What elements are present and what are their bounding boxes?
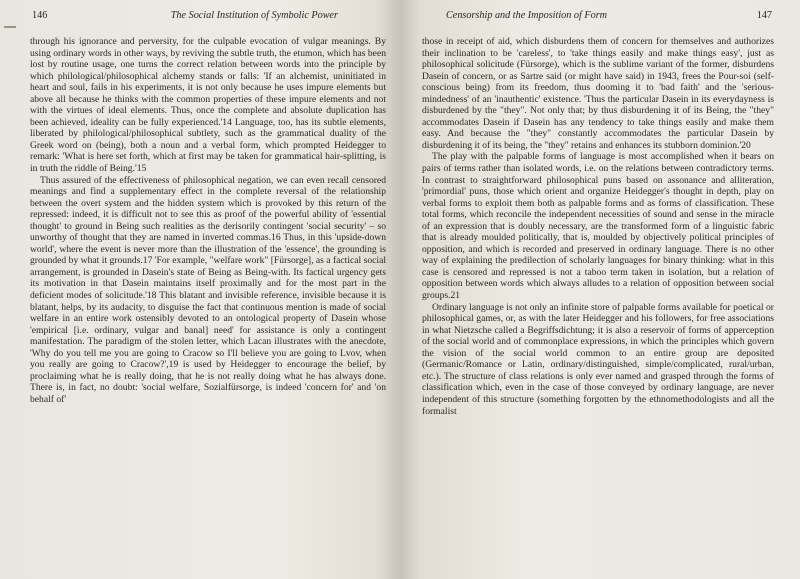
left-body-text bbox=[30, 36, 386, 406]
right-running-head bbox=[422, 6, 774, 26]
margin-mark bbox=[4, 26, 16, 28]
right-running-head-title: Censorship and the Imposition of Form bbox=[446, 10, 608, 21]
right-paragraph-3: Ordinary language is not only an infinite store of palpable forms available for poetical or philosophical games, or, as with the later Heidegger and his followers, for free associations in what Nietzsche called a Begriffsdichtung; it is also a reservoir of forms of apperception of the social world and of commonplace expressions, in which the principles which govern the vision of the social world common to an entire group are deposited (Germanic/Romance or Latin, ordinary/distinguished, simple/complicated, rural/urban, etc.). The structure of class relations is only ever named and grasped through the forms of classification which, even in the case of those conveyed by ordinary language, are never independent of this structure (something forgotten by the ethnomethodologists and all the formalist bbox=[422, 301, 774, 417]
left-page-number: 146 bbox=[32, 10, 48, 21]
right-page bbox=[400, 0, 800, 579]
right-body-text bbox=[422, 36, 774, 417]
left-paragraph-1: through his ignorance and perversity, for the culpable evocation of vulgar meanings. By using ordinary words in other ways, by reviving the subtle truth, the etumon, which has been lost by routine usage, one turns the correct relation between words into the principle by which philological/philosophical alchemy stands or falls: 'If an alchemist, uninitiated in heart and soul, fails in his experiments, it is not only because he uses impure elements but above all because he thinks with the common properties of these impure elements and not with the virtues of ideal elements. Thus, once the complete and absolute duplication has been achieved, ideality can be fully experienced.'14 Language, too, has its subtle elements, liberated by philological/philosophical subtlety, such as the grammatical duality of the Greek word on (being), both a noun and a verbal form, which prompted Heidegger to remark: 'What is here set forth, which at first may be taken for grammatical hair-splitting, is in truth the riddle of Being.'15 bbox=[30, 36, 386, 175]
right-page-number: 147 bbox=[756, 10, 772, 21]
left-running-head bbox=[30, 6, 386, 26]
left-paragraph-2: Thus assured of the effectiveness of philosophical negation, we can even recall censored meanings and find a supplementary effect in the complete reversal of the relationship between the overt system and the hidden system which is provoked by this return of the repressed: indeed, it is difficult not to see this as proof of the powerful ability of 'essential thought' to ground in Being such realities as the derisorily contingent 'social security' – so unworthy of thought that they are named in inverted commas.16 Thus, in this 'upside-down world', where the event is never more than the illustration of the 'essence', the grounding is grounded by what it grounds.17 'For example, "welfare work" [Fürsorge], as a factical social arrangement, is grounded in Dasein's state of Being as Being-with. Its factical urgency gets its motivation in that Dasein maintains itself proximally and for the most part in the deficient modes of solicitude.'18 This blatant and invisible reference, invisible because it is blatant, helps, by its audacity, to disguise the fact that continuous mention is made of social welfare in an entire work ostensibly devoted to an ontological property of Dasein whose 'empirical [i.e. ordinary, vulgar and banal] need' for assistance is only a contingent manifestation. The paradigm of the stolen letter, which Lacan illustrates with the anecdote, 'Why do you tell me you are going to Cracow so I'll believe you are going to Lvov, when you really are going to Cracow?',19 is used by Heidegger to encourage the belief, by proclaiming what he is really doing, that he is not really doing what he has always done. There is, in fact, no doubt: 'social welfare, Sozialfürsorge, is indeed 'concern for' and 'on behalf of' bbox=[30, 174, 386, 405]
right-paragraph-2: The play with the palpable forms of language is most accomplished when it bears on pairs of terms rather than isolated words, i.e. on the relations between contradictory terms. In contrast to straightforward philosophical puns based on assonance and alliteration, 'primordial' puns, those which orient and organize Heidegger's thought in depth, play on verbal forms to exploit them both as palpable forms and as forms of classification. These total forms, which reconcile the independent necessities of sound and sense in the miracle of an expression that is doubly necessary, are the transformed form of a linguistic fabric that is already moulded politically, that is, moulded by objectively political principles of opposition, and which is recorded and preserved in ordinary language. There is no other way of explaining the predilection of scholarly languages for binary thinking: what in this case is censored and repressed is not a taboo term taken in isolation, but a relation of opposition between words which always alludes to a relation of opposition between social groups.21 bbox=[422, 151, 774, 302]
left-running-head-title: The Social Institution of Symbolic Power bbox=[170, 10, 338, 21]
right-paragraph-1: those in receipt of aid, which disburdens them of concern for themselves and authorizes their inclination to be 'careless', to 'take things easily and make things easy', just as philosophical solicitude (Fürsorge), which is the sublime variant of the former, disburdens Dasein of concern, or as Sartre said (or might have said) in 1943, frees the Pour-soi (self-conscious being) from its freedom, thus dooming it to 'bad faith' and the 'serious-mindedness' of an 'inauthentic' existence. 'Thus the particular Dasein in its everydayness is disburdened by the "they". Not only that; by thus disburdening it of its Being, the "they" accommodates Dasein if Dasein has any tendency to take things easily and make them easy. And because the "they" constantly accommodates the particular Dasein by disburdening it of its being, the "they" retains and enhances its stubborn dominion.'20 bbox=[422, 36, 774, 151]
